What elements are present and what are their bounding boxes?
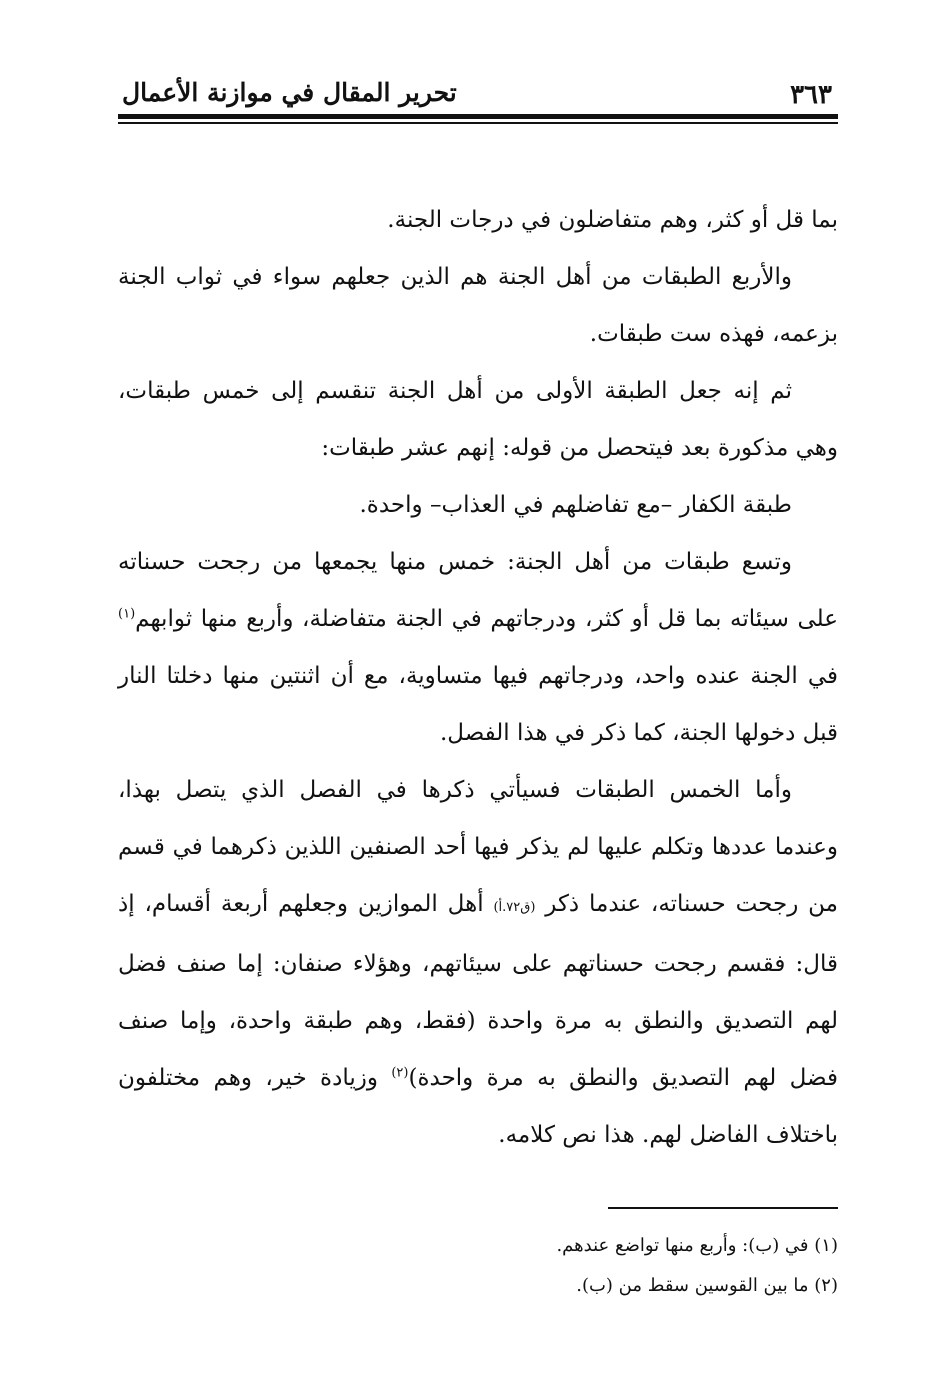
footnote-2: (٢) ما بين القوسين سقط من (ب). <box>576 1275 838 1296</box>
manuscript-ref: (ق٧٢.أ) <box>493 900 536 915</box>
main-text <box>118 192 838 1164</box>
paragraph-2: والأربع الطبقات من أهل الجنة هم الذين جعلهم سواء في ثواب الجنة بزعمه، فهذه ست طبقات. <box>118 264 838 347</box>
page-number: ٣٦٣ <box>790 80 832 110</box>
paragraph-1: بما قل أو كثر، وهم متفاضلون في درجات الجنة. <box>387 207 838 233</box>
footnote-separator <box>608 1207 838 1209</box>
footnotes <box>118 1226 838 1306</box>
header-rule-thick <box>118 114 838 119</box>
paragraph-4: طبقة الكفار –مع تفاضلهم في العذاب– واحدة. <box>359 492 792 518</box>
paragraph-6 <box>118 762 838 1164</box>
footnote-1: (١) في (ب): وأربع منها تواضع عندهم. <box>556 1235 838 1256</box>
paragraph-3: ثم إنه جعل الطبقة الأولى من أهل الجنة تنقسم إلى خمس طبقات، وهي مذكورة بعد فيتحصل من قوله: إنهم عشر طبقات: <box>118 378 838 461</box>
paragraph-6-text-a: وأما الخمس الطبقات فسيأتي ذكرها في الفصل الذي يتصل بهذا، وعندما عددها وتكلم عليها لم يذكر فيها أحد الصنفين اللذين ذكرهما في قسم من رجحت حسناته، عندما ذكر <box>118 777 838 917</box>
footnote-ref-1: (١) <box>118 606 136 622</box>
header-rule-thin <box>118 122 838 124</box>
paragraph-5 <box>118 534 838 762</box>
footnote-ref-2: (٢) <box>391 1065 409 1081</box>
paragraph-5-text-a: وتسع طبقات من أهل الجنة: خمس منها يجمعها من رجحت حسناته على سيئاته بما قل أو كثر، ودرجاتهم في الجنة متفاضلة، وأربع منها ثوابهم <box>118 549 838 632</box>
running-title: تحرير المقال في موازنة الأعمال <box>122 78 457 107</box>
paragraph-6-text-c: وزيادة خير، وهم مختلفون باختلاف الفاضل لهم. هذا نص كلامه. <box>118 1065 838 1148</box>
paragraph-6-text-b: أهل الموازين وجعلهم أربعة أقسام، إذ قال: فقسم رجحت حسناتهم على سيئاتهم، وهؤلاء صنفان: إما صنف فضل لهم التصديق والنطق به مرة واحدة (فقط، وهم طبقة واحدة، وإما صنف فضل لهم التصديق والنطق به مرة واحدة) <box>118 891 838 1091</box>
paragraph-5-text-b: في الجنة عنده واحد، ودرجاتهم فيها متساوية، مع أن اثنتين منها دخلتا النار قبل دخولها الجنة، كما ذكر في هذا الفصل. <box>118 663 838 746</box>
page-header <box>118 70 838 112</box>
